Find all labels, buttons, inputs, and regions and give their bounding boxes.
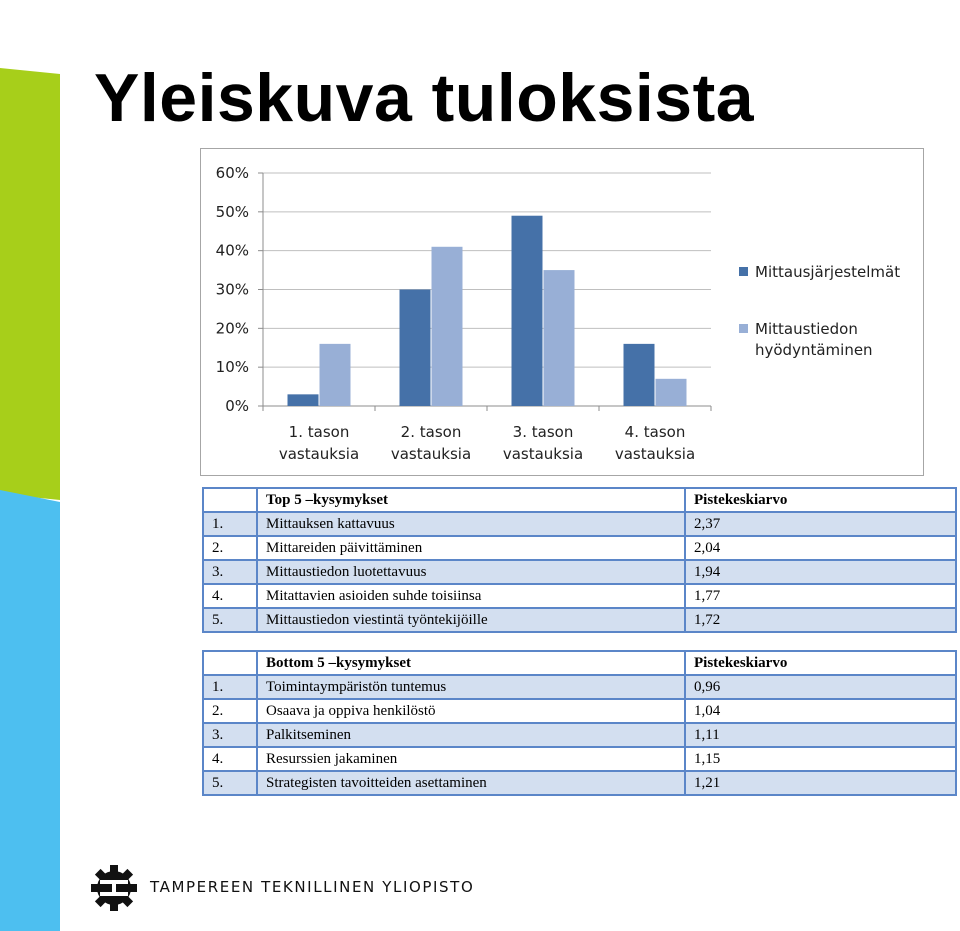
table-row (203, 675, 956, 699)
top-questions-table (202, 487, 957, 633)
bar (400, 290, 431, 407)
x-category-label: 1. tason (288, 423, 350, 441)
row-score: 1,94 (685, 560, 956, 584)
decor-green-band (0, 0, 60, 500)
table-row (203, 512, 956, 536)
row-question: Osaava ja oppiva henkilöstö (257, 699, 685, 723)
y-tick-label: 40% (215, 241, 249, 260)
header-question: Top 5 –kysymykset (257, 488, 685, 512)
y-tick-label: 0% (225, 397, 249, 415)
x-category-label: vastauksia (390, 445, 472, 463)
table-row (203, 699, 956, 723)
table-row (203, 723, 956, 747)
row-question: Mittareiden päivittäminen (257, 536, 685, 560)
row-rank: 5. (203, 608, 257, 632)
row-rank: 2. (203, 536, 257, 560)
table-row (203, 560, 956, 584)
row-score: 1,15 (685, 747, 956, 771)
x-category-label: 4. tason (624, 423, 686, 441)
table-row (203, 747, 956, 771)
bar (432, 247, 463, 406)
row-score: 0,96 (685, 675, 956, 699)
row-question: Resurssien jakaminen (257, 747, 685, 771)
row-score: 1,04 (685, 699, 956, 723)
row-score: 1,11 (685, 723, 956, 747)
legend-label: Mittausjärjestelmät (755, 263, 901, 281)
legend-label: Mittaustiedon (755, 320, 858, 338)
x-category-label: vastauksia (614, 445, 696, 463)
row-rank: 1. (203, 512, 257, 536)
row-question: Mitattavien asioiden suhde toisiinsa (257, 584, 685, 608)
header-rank (203, 651, 257, 675)
row-rank: 1. (203, 675, 257, 699)
legend-swatch (739, 267, 748, 276)
bar (656, 379, 687, 406)
header-score: Pistekeskiarvo (685, 651, 956, 675)
y-tick-label: 10% (215, 358, 249, 377)
row-score: 1,21 (685, 771, 956, 795)
bottom-questions-table (202, 650, 957, 796)
bar (320, 344, 351, 406)
table-header-row (203, 488, 956, 512)
row-rank: 5. (203, 771, 257, 795)
y-tick-label: 30% (215, 280, 249, 299)
x-category-label: vastauksia (278, 445, 360, 463)
row-rank: 2. (203, 699, 257, 723)
row-question: Toimintaympäristön tuntemus (257, 675, 685, 699)
row-rank: 4. (203, 584, 257, 608)
slide-title: Yleiskuva tuloksista (94, 60, 755, 136)
table-row (203, 536, 956, 560)
bar (512, 216, 543, 406)
row-rank: 3. (203, 560, 257, 584)
header-rank (203, 488, 257, 512)
y-tick-label: 20% (215, 319, 249, 338)
row-score: 2,37 (685, 512, 956, 536)
university-logo (88, 862, 475, 914)
row-score: 1,77 (685, 584, 956, 608)
chart-svg (201, 149, 923, 475)
table-row (203, 584, 956, 608)
decor-blue-band (0, 480, 60, 931)
y-tick-label: 60% (215, 164, 249, 182)
row-score: 2,04 (685, 536, 956, 560)
header-question: Bottom 5 –kysymykset (257, 651, 685, 675)
row-question: Palkitseminen (257, 723, 685, 747)
gear-logo-icon (88, 862, 140, 914)
y-tick-label: 50% (215, 202, 249, 221)
table-header-row (203, 651, 956, 675)
table-row (203, 608, 956, 632)
table-row (203, 771, 956, 795)
x-category-label: vastauksia (502, 445, 584, 463)
row-question: Mittaustiedon viestintä työntekijöille (257, 608, 685, 632)
row-rank: 3. (203, 723, 257, 747)
bar (544, 270, 575, 406)
legend-label: hyödyntäminen (755, 341, 873, 359)
row-score: 1,72 (685, 608, 956, 632)
bar (288, 394, 319, 406)
bar-chart (200, 148, 924, 476)
logo-text: TAMPEREEN TEKNILLINEN YLIOPISTO (150, 878, 475, 896)
x-category-label: 2. tason (400, 423, 462, 441)
bar (624, 344, 655, 406)
x-category-label: 3. tason (512, 423, 574, 441)
row-question: Mittaustiedon luotettavuus (257, 560, 685, 584)
row-question: Mittauksen kattavuus (257, 512, 685, 536)
header-score: Pistekeskiarvo (685, 488, 956, 512)
row-question: Strategisten tavoitteiden asettaminen (257, 771, 685, 795)
legend-swatch (739, 324, 748, 333)
row-rank: 4. (203, 747, 257, 771)
